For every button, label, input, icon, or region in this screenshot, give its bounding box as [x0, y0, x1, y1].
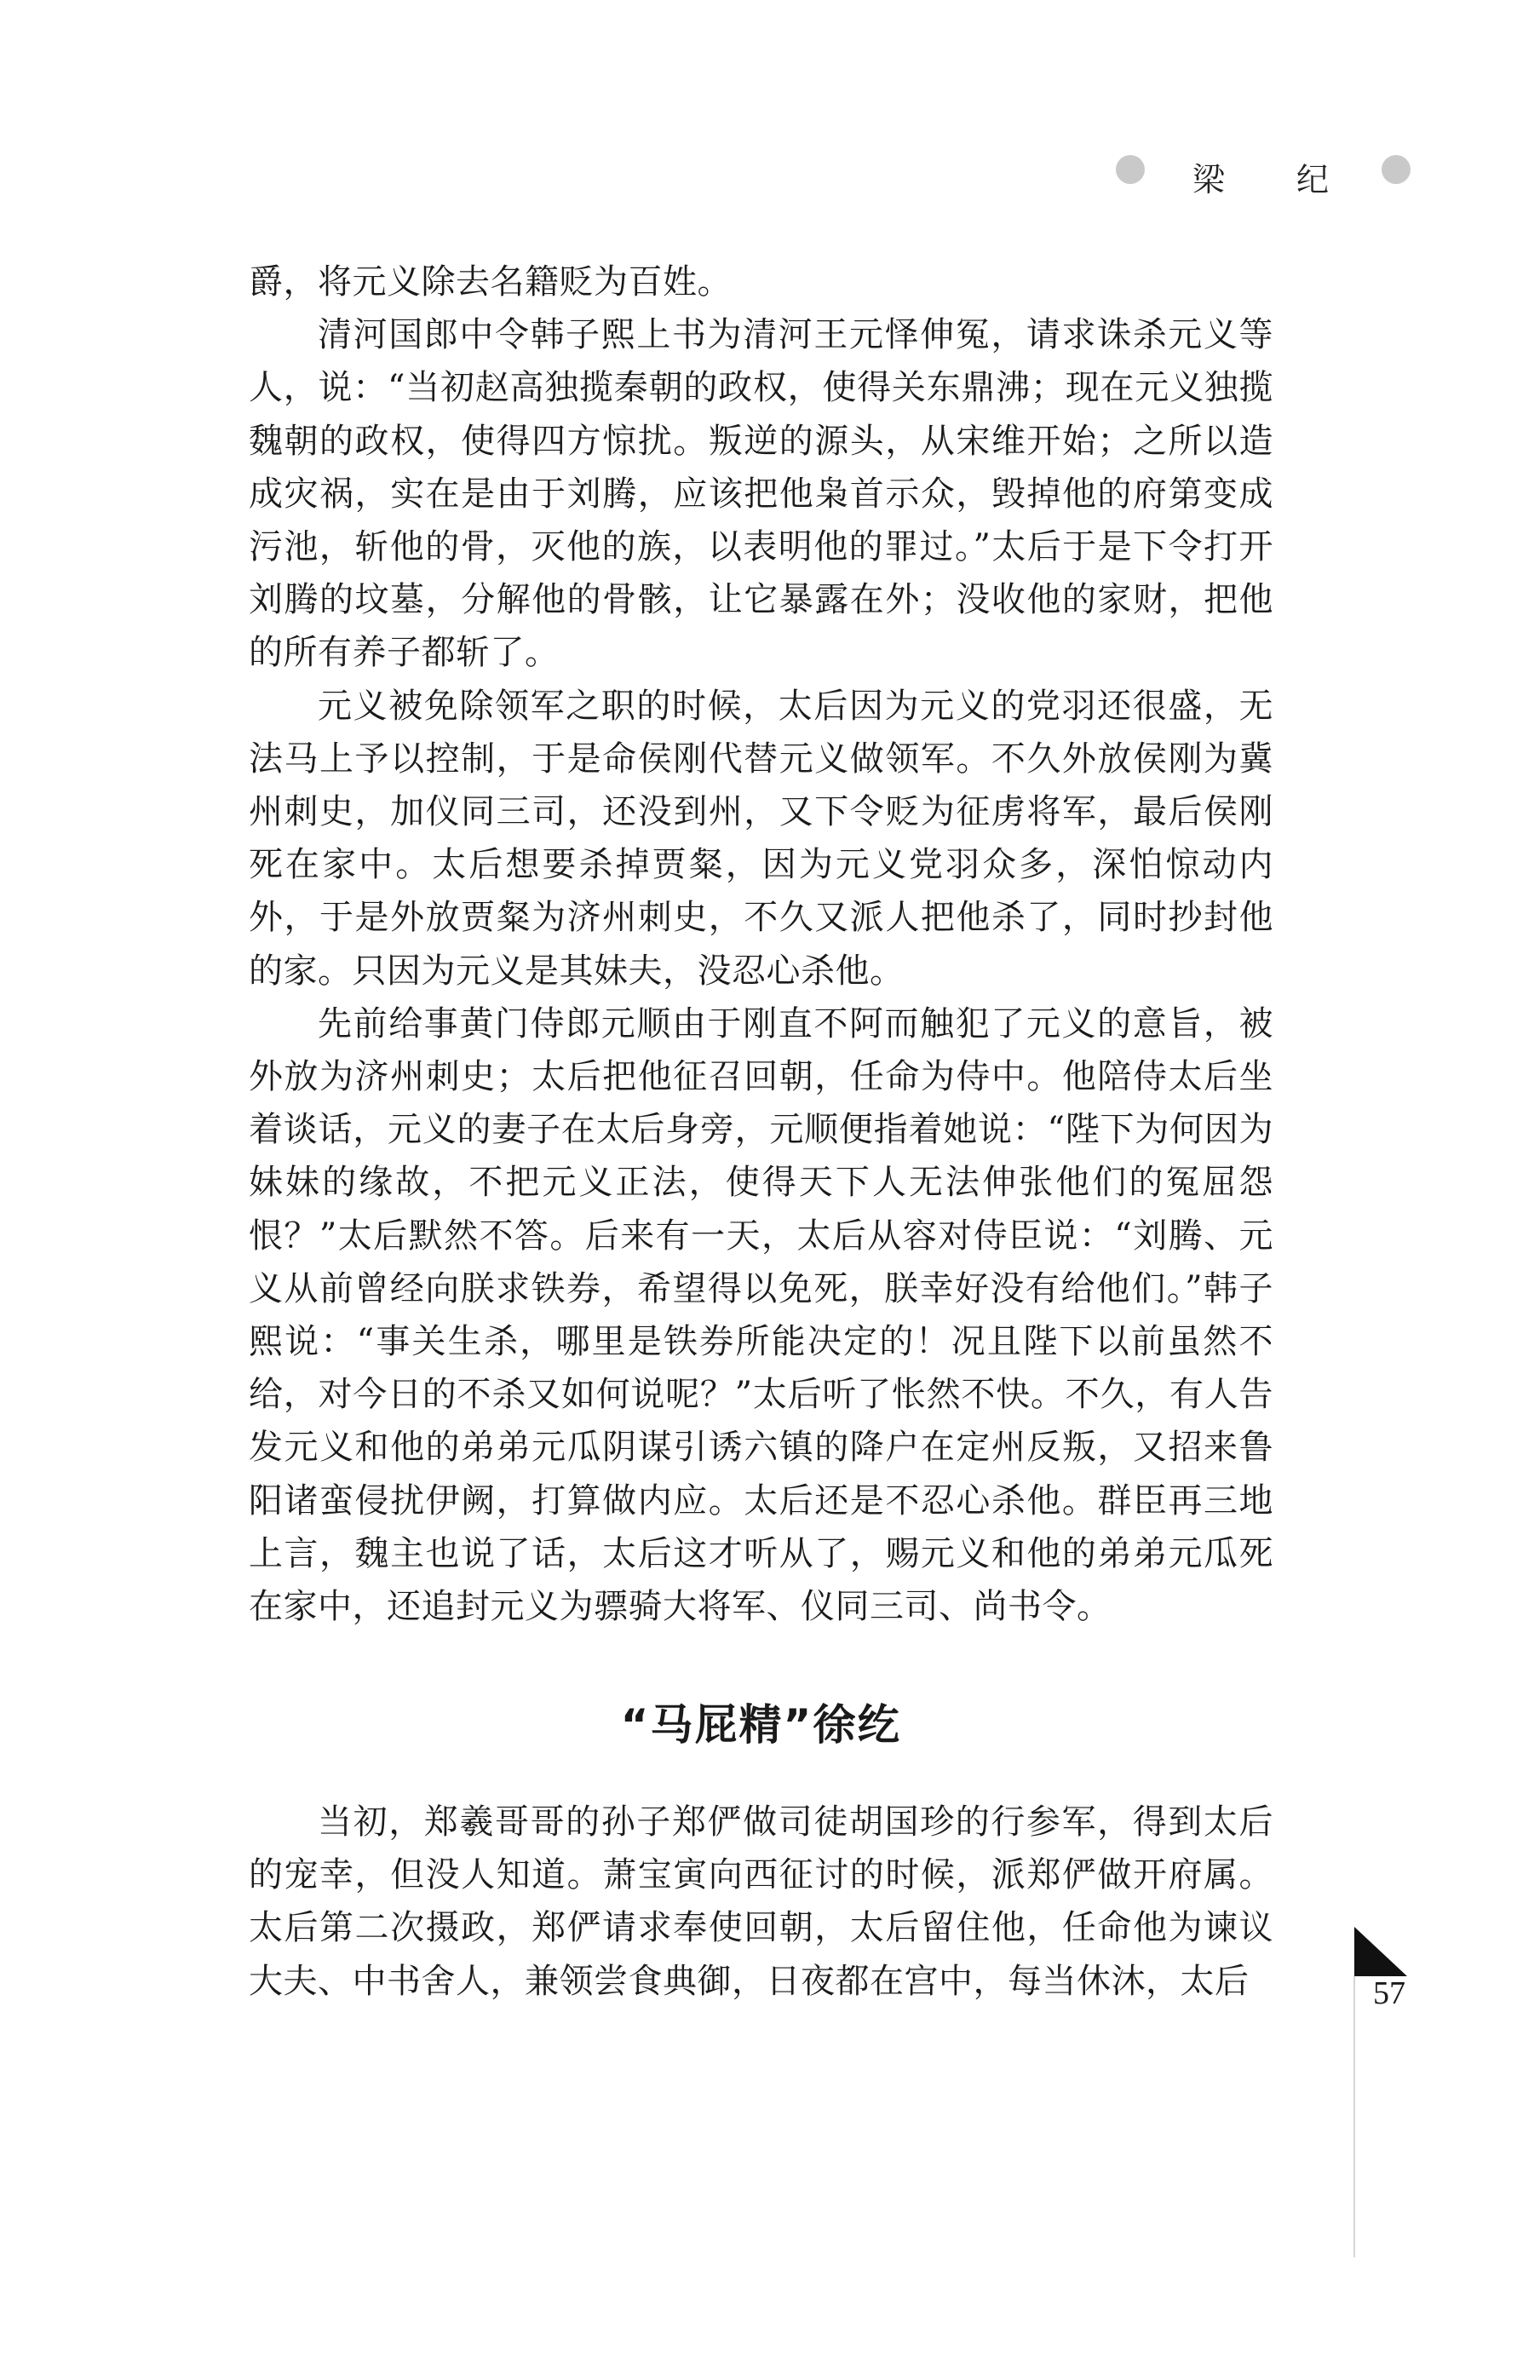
header-dot-right	[1382, 155, 1411, 184]
main-body-text	[249, 256, 1273, 1633]
header-title-char-1: 梁	[1192, 161, 1226, 198]
paragraph-continuation: 爵，将元义除去名籍贬为百姓。	[249, 262, 732, 302]
running-header	[1107, 147, 1431, 198]
header-title-char-2: 纪	[1296, 161, 1330, 198]
section-title: “马屁精”徐纥	[620, 1700, 902, 1750]
page-number: 57	[1373, 1975, 1405, 2011]
paragraph-zhengyan: 当初，郑羲哥哥的孙子郑俨做司徒胡国珍的行参军，得到太后的宠幸，但没人知道。萧宝寅向西征讨的时候，派郑俨做开府属。太后第二次摄政，郑俨请求奉使回朝，太后留住他，任命他为谏议大夫、中书舍人，兼领尝食典御，日夜都在宫中，每当休沐，太后	[249, 1802, 1273, 2001]
margin-divider-line	[1353, 1976, 1355, 2257]
paragraph-yuanshun: 先前给事黄门侍郎元顺由于刚直不阿而触犯了元义的意旨，被外放为济州刺史；太后把他征召回朝，任命为侍中。他陪侍太后坐着谈话，元义的妻子在太后身旁，元顺便指着她说：“陛下为何因为妹妹的缘故，不把元义正法，使得天下人无法伸张他们的冤屈怨恨？”太后默然不答。后来有一天，太后从容对侍臣说：“刘腾、元义从前曾经向朕求铁券，希望得以免死，朕幸好没有给他们。”韩子熙说：“事关生杀，哪里是铁券所能决定的！况且陛下以前虽然不给，对今日的不杀又如何说呢？”太后听了怅然不快。不久，有人告发元义和他的弟弟元瓜阴谋引诱六镇的降户在定州反叛，又招来鲁阳诸蛮侵扰伊阙，打算做内应。太后还是不忍心杀他。群臣再三地上言，魏主也说了话，太后这才听从了，赐元义和他的弟弟元瓜死在家中，还追封元义为骠骑大将军、仪同三司、尚书令。	[249, 1003, 1273, 1627]
paragraph-hanzixi-petition: 清河国郎中令韩子熙上书为清河王元怿伸冤，请求诛杀元义等人，说：“当初赵高独揽秦朝的政权，使得关东鼎沸；现在元义独揽魏朝的政权，使得四方惊扰。叛逆的源头，从宋维开始；之所以造成灾祸，实在是由于刘腾，应该把他枭首示众，毁掉他的府第变成污池，斩他的骨，灭他的族，以表明他的罪过。”太后于是下令打开刘腾的坟墓，分解他的骨骸，让它暴露在外；没收他的家财，把他的所有养子都斩了。	[249, 315, 1273, 673]
header-dot-left	[1116, 155, 1145, 184]
page-corner-triangle-icon	[1354, 1927, 1407, 1976]
paragraph-yuanyi-removed: 元义被免除领军之职的时候，太后因为元义的党羽还很盛，无法马上予以控制，于是命侯刚代替元义做领军。不久外放侯刚为冀州刺史，加仪同三司，还没到州，又下令贬为征虏将军，最后侯刚死在家中。太后想要杀掉贾粲，因为元义党羽众多，深怕惊动内外，于是外放贾粲为济州刺史，不久又派人把他杀了，同时抄封他的家。只因为元义是其妹夫，没忍心杀他。	[249, 686, 1273, 991]
section-body-text	[249, 1796, 1273, 2008]
